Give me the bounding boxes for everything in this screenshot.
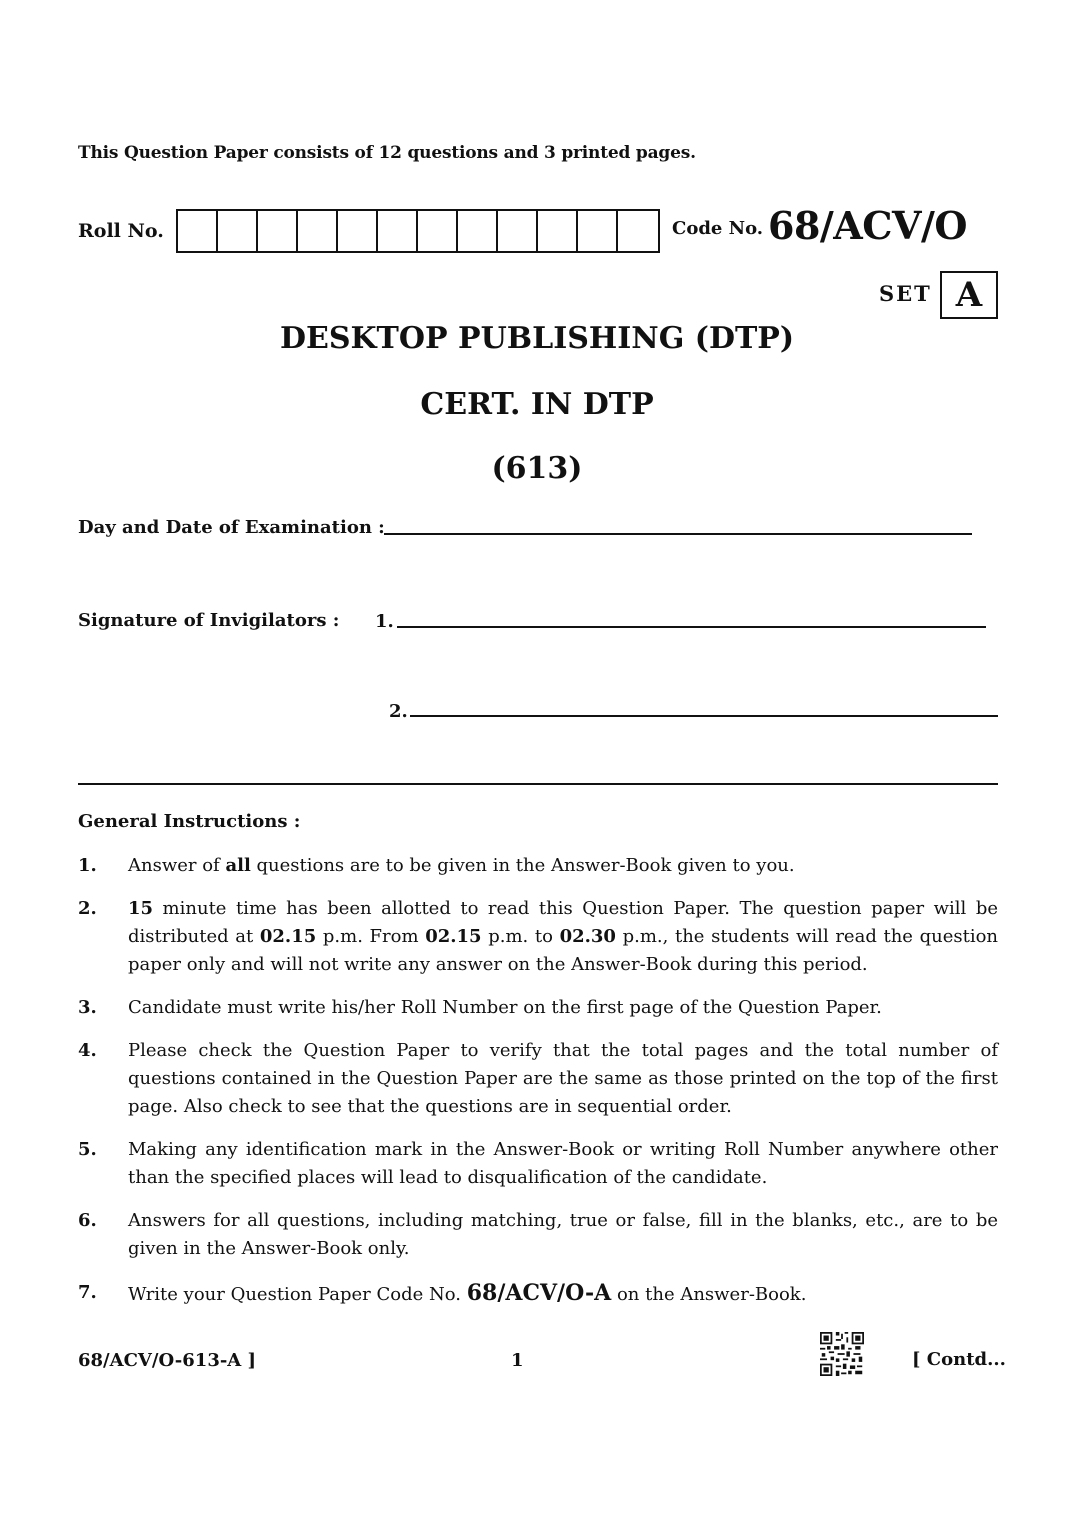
code-value: 68/ACV/O (768, 203, 967, 248)
instruction-text: Making any identification mark in the Answer-Book or writing Roll Number anywhere other than the specified places will lead to disqualification of the candidate. (128, 1139, 998, 1188)
instruction-number: 6. (78, 1210, 97, 1231)
instruction-number: 7. (78, 1282, 97, 1303)
roll-number-box[interactable] (178, 211, 218, 251)
instruction-item (78, 852, 998, 880)
invigilator-2-line[interactable] (410, 715, 998, 717)
subject-title: DESKTOP PUBLISHING (DTP) (279, 321, 795, 356)
roll-number-box[interactable] (258, 211, 298, 251)
invigilators-label: Signature of Invigilators : (78, 610, 340, 631)
instruction-item (78, 994, 998, 1022)
instructions-title: General Instructions : (78, 811, 301, 832)
instruction-text: Answer of all questions are to be given in the Answer-Book given to you. (128, 855, 795, 876)
invigilator-2-number: 2. (389, 701, 408, 722)
instruction-item (78, 1279, 998, 1309)
instruction-item (78, 1207, 998, 1263)
roll-number-box[interactable] (578, 211, 618, 251)
roll-number-box[interactable] (298, 211, 338, 251)
instruction-number: 2. (78, 898, 97, 919)
instruction-item (78, 1037, 998, 1121)
roll-number-label: Roll No. (78, 220, 164, 242)
roll-number-box[interactable] (378, 211, 418, 251)
roll-number-box[interactable] (538, 211, 578, 251)
section-divider (78, 783, 998, 785)
set-label: SET (879, 281, 932, 306)
instruction-number: 5. (78, 1139, 97, 1160)
course-title: CERT. IN DTP (420, 387, 654, 422)
instruction-item (78, 1136, 998, 1192)
roll-number-box[interactable] (458, 211, 498, 251)
instruction-item (78, 895, 998, 979)
instruction-text: Candidate must write his/her Roll Number on the first page of the Question Paper. (128, 997, 882, 1018)
instruction-number: 3. (78, 997, 97, 1018)
footer-code: 68/ACV/O-613-A ] (78, 1350, 257, 1371)
qr-code-icon (820, 1332, 864, 1376)
roll-number-box[interactable] (338, 211, 378, 251)
subject-number: (613) (491, 451, 583, 486)
instruction-number: 4. (78, 1040, 97, 1061)
roll-number-box[interactable] (618, 211, 658, 251)
exam-date-label: Day and Date of Examination : (78, 517, 385, 538)
instruction-text: 15 minute time has been allotted to read this Question Paper. The question paper will be distributed at 02.15 p.m. From 02.15 p.m. to 02.30 p.m., the students will read the question paper only and will not write any answer on the Answer-Book during this period. (128, 898, 999, 975)
invigilator-1-line[interactable] (397, 626, 986, 628)
instruction-text: Write your Question Paper Code No. 68/ACV/O-A on the Answer-Book. (128, 1280, 807, 1306)
roll-number-box[interactable] (218, 211, 258, 251)
roll-number-boxes[interactable] (176, 209, 660, 253)
code-label: Code No. (672, 218, 764, 239)
set-value-box: A (940, 271, 998, 319)
instruction-number: 1. (78, 855, 97, 876)
exam-date-line[interactable] (384, 533, 972, 535)
instruction-text: Answers for all questions, including matching, true or false, fill in the blanks, etc., are to be given in the Answer-Book only. (128, 1210, 998, 1259)
page-number: 1 (511, 1350, 524, 1371)
header-note: This Question Paper consists of 12 questions and 3 printed pages. (78, 143, 696, 163)
continued-label: [ Contd... (912, 1349, 1006, 1370)
roll-number-box[interactable] (498, 211, 538, 251)
roll-number-box[interactable] (418, 211, 458, 251)
invigilator-1-number: 1. (375, 611, 394, 632)
instruction-text: Please check the Question Paper to verify that the total pages and the total number of questions contained in the Question Paper are the same as those printed on the top of the first page. Also check to see that the questions are in sequential order. (128, 1040, 998, 1117)
